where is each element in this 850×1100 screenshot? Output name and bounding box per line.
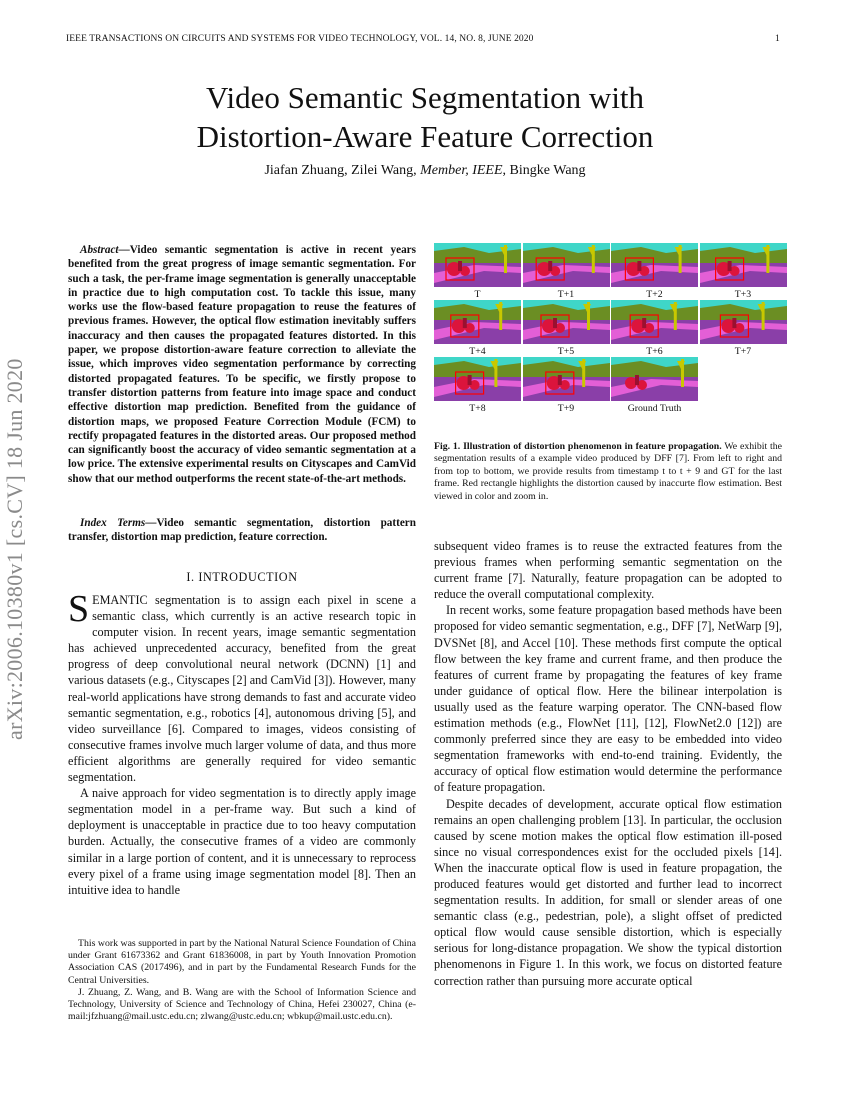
segmentation-frame	[434, 357, 521, 401]
abstract	[68, 243, 416, 486]
author-membership: Member, IEEE	[420, 163, 503, 178]
paper-title	[0, 78, 850, 156]
segmentation-frame	[434, 300, 521, 344]
abstract-lead: Abstract	[80, 244, 119, 256]
intro-p1-text: EMANTIC segmentation is to assign each pixel in scene a semantic class, which currently is an active research topic in computer vision. In recent years, image semantic segmentation has achieved unprecedented accuracy, benefited from the great progress of deep convolutional neural network (DCNN) [1] and various datasets (e.g., Cityscapes [2] and CamVid [3]). However, many real-world applications have strong demands to fast and accurate video semantic segmentation, e.g., robotics [4], autonomous driving [5], and video surveillance [6]. Compared to images, videos consisting of consecutive frames involve much larger volume of data, and thus more efficient algorithms are generally required for video semantic segmentation.	[68, 593, 416, 785]
abstract-text: —Video semantic segmentation is active in recent years benefited from the great progress of image semantic segmentation. For such a task, the per-frame image segmentation is generally unacceptable in practice due to high computation cost. To tackle this issue, many works use the flow-based feature propagation to reuse the features of previous frames. However, the optical flow estimation inevitably suffers inaccuracy and then causes the propagated features distorted. In this paper, we propose distortion-aware feature correction to alleviate the issue, which improves video segmentation performance by correcting distorted propagated features. To be specific, we firstly propose to transfer distortion patterns from feature into image space and conduct effective distortion map prediction. Benefited from the guidance of distortion maps, we proposed Feature Correction Module (FCM) to rectify propagated features in the distorted areas. Our proposed method can significantly boost the accuracy of video semantic segmentation at a low price. The extensive experimental results on Cityscapes and CamVid show that our method outperforms the recent state-of-the-art methods.	[68, 244, 416, 485]
footnote-affiliation: J. Zhuang, Z. Wang, and B. Wang are with the School of Information Science and Technology, University of Science and Technology of China, Hefei 230027, China (e-mail:jfzhuang@mail.ustc.edu.cn; zlwang@ustc.edu.cn; wbkup@mail.ustc.edu.cn).	[68, 986, 416, 1023]
author-last: , Bingke Wang	[502, 163, 586, 178]
left-column-body	[68, 588, 416, 898]
index-terms	[68, 516, 416, 545]
segmentation-frame	[611, 300, 698, 344]
figure-1	[434, 243, 784, 418]
title-line-1: Video Semantic Segmentation with	[205, 80, 645, 115]
right-paragraph-0: subsequent video frames is to reuse the extracted features from the previous frames when performing semantic segmentation on the current frame [7]. Naturally, feature propagation can be adopted to reduce the overall computational complexity.	[434, 539, 782, 602]
frame-label: T+4	[469, 346, 486, 357]
dropcap: S	[68, 588, 90, 630]
arxiv-stamp: arXiv:2006.10380v1 [cs.CV] 18 Jun 2020	[2, 358, 27, 740]
frame-label: T+1	[557, 289, 575, 300]
author-line	[0, 163, 850, 179]
index-terms-lead: Index Terms	[80, 517, 146, 529]
footnote	[68, 938, 416, 1023]
caption-fig-label: Fig. 1.	[434, 441, 461, 452]
segmentation-frame	[700, 243, 787, 287]
segmentation-frame	[611, 357, 698, 401]
caption-bold: Illustration of distortion phenomenon in feature propagation.	[463, 441, 722, 452]
frame-label: T+7	[734, 346, 752, 357]
frame-label: T+8	[469, 403, 486, 414]
page-number: 1	[775, 34, 780, 44]
segmentation-frame	[700, 300, 787, 344]
frame-label: T+9	[557, 403, 575, 414]
segmentation-frame	[611, 243, 698, 287]
segmentation-frame	[434, 243, 521, 287]
caption-text: We exhibit the segmentation results of a example video produced by DFF [7]. From left to right and from top to bottom, we provide results from timestamp t to t + 9 and GT for the last frame. Red rectangle highlights the distortion caused by inaccurte flow estimation. Best viewed in color and zoom in.	[434, 441, 782, 502]
segmentation-frame	[523, 300, 610, 344]
index-terms-text: —Video semantic segmentation, distortion pattern transfer, distortion map prediction, feature correction.	[68, 517, 416, 544]
frame-label: T+5	[557, 346, 575, 357]
right-paragraph-2: Despite decades of development, accurate optical flow estimation remains an open challenging problem [13]. In particular, the occlusion caused by scene motion makes the optical flow estimation ill-posed since no visual correspondences exist for the occluded pixels [14]. When the inaccurate optical flow is used in feature propagation, the produced features would get distorted and further lead to incorrect segmentation results. In addition, for small or slender areas of one semantic class (e.g., pedestrian, pole), a slight offset of predicted optical flow would cause sensible distortion, which is especially serious for long-distance propagation. We show the typical distortion phenomenons in Figure 1. In this work, we focus on distorted feature correction rather than pursuing more accurate optical	[434, 796, 782, 988]
running-header: IEEE TRANSACTIONS ON CIRCUITS AND SYSTEMS FOR VIDEO TECHNOLOGY, VOL. 14, NO. 8, JUNE 2020	[66, 34, 534, 44]
frame-label: T	[474, 289, 481, 300]
footnote-funding: This work was supported in part by the National Natural Science Foundation of China under Grant 61673362 and Grant 61836008, in part by Youth Innovation Promotion Association CAS (2017496), and in part by the Fundamental Research Funds for the Central Universities.	[68, 938, 416, 986]
right-column-body	[434, 538, 782, 989]
segmentation-frame	[523, 357, 610, 401]
frame-label: T+2	[646, 289, 663, 300]
segmentation-frame	[523, 243, 610, 287]
intro-paragraph-2: A naive approach for video segmentation is to directly apply image segmentation model in a per-frame way. But such a kind of deployment is unacceptable in practice due to too heavy computation burden. Actually, the consecutive frames of a video are commonly similar in a large portion of content, and it is unnecessary to reprocess every pixel of a frame using image segmentation model [8]. Then an intuitive idea to handle	[68, 786, 416, 897]
author-names: Jiafan Zhuang, Zilei Wang,	[264, 163, 421, 178]
intro-paragraph-1	[68, 588, 416, 785]
frame-label: Ground Truth	[627, 403, 682, 414]
title-line-2: Distortion-Aware Feature Correction	[196, 119, 654, 154]
frame-label: T+6	[646, 346, 663, 357]
figure-caption	[434, 441, 782, 503]
section-heading: I. INTRODUCTION	[186, 570, 298, 584]
frame-label: T+3	[734, 289, 752, 300]
right-paragraph-1: In recent works, some feature propagation based methods have been proposed for video semantic segmentation, e.g., DFF [7], NetWarp [9], DVSNet [8], and Accel [10]. These methods first compute the optical flow between the key frame and current frame, and then produce the features of current frame by propagating the features of key frame under guidance of optical flow. Here the bilinear interpolation is usually used as the feature warping operator. The CNN-based flow estimation methods (e.g., FlowNet [11], [12], FlowNet2.0 [12]) are commonly preferred since they are easy to be embedded into video segmentation frameworks with end-to-end training. Evidently, the accuracy of optical flow estimation would determine the performance of feature propagation.	[434, 603, 782, 795]
